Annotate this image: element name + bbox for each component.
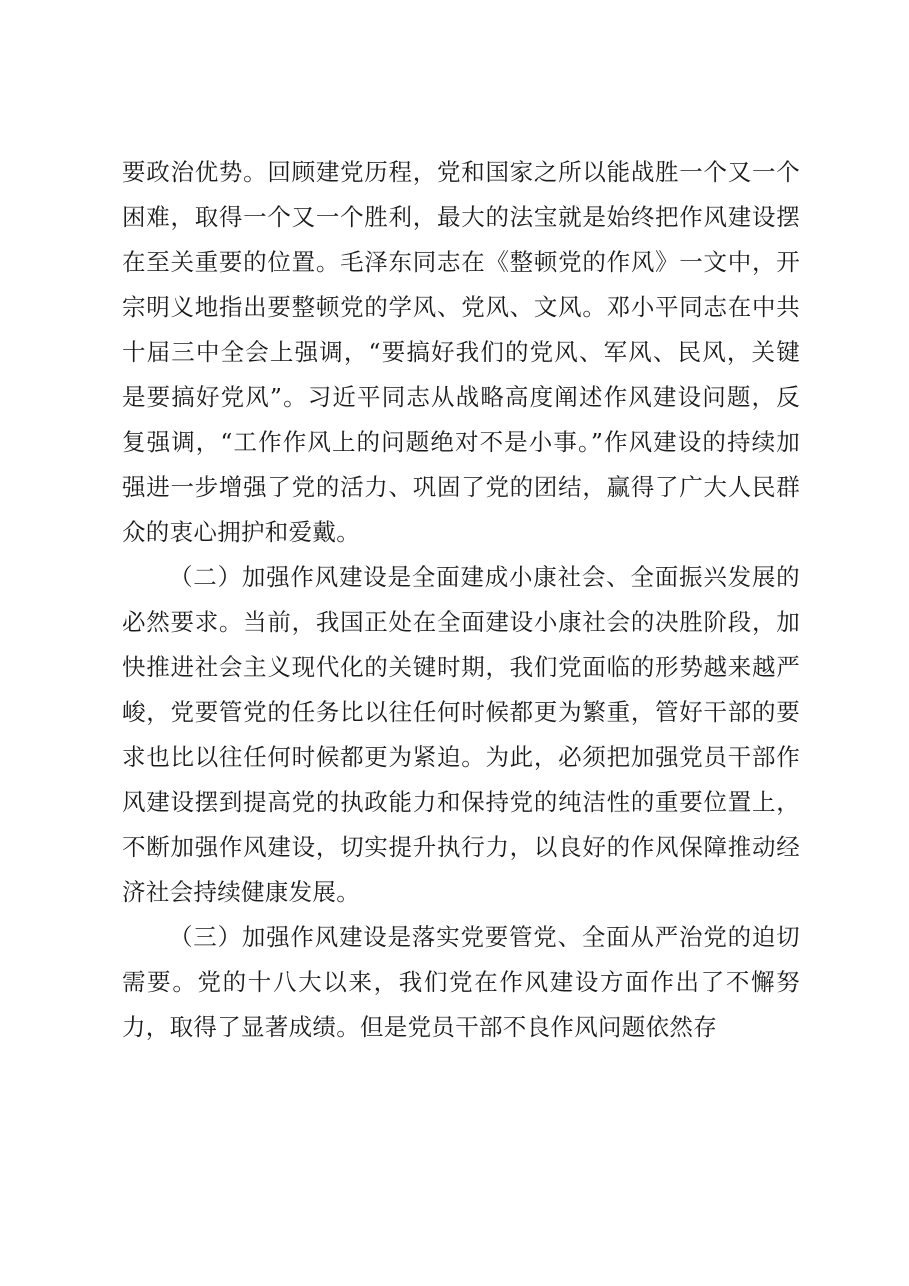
paragraph-3: （三）加强作风建设是落实党要管党、全面从严治党的迫切需要。党的十八大以来，我们党在作风建设方面作出了不懈努力，取得了显著成绩。但是党员干部不良作风问题依然存 [122, 923, 800, 1041]
paragraph-2: （二）加强作风建设是全面建成小康社会、全面振兴发展的必然要求。当前，我国正处在全面建设小康社会的决胜阶段，加快推进社会主义现代化的关键时期，我们党面临的形势越来越严峻，党要管党的任务比以往任何时候都更为繁重，管好干部的要求也比以往任何时候都更为紧迫。为此，必须把加强党员干部作风建设摆到提高党的执政能力和保持党的纯洁性的重要位置上，不断加强作风建设，切实提升执行力，以良好的作风保障推动经济社会持续健康发展。 [122, 563, 800, 906]
paragraph-1: 要政治优势。回顾建党历程，党和国家之所以能战胜一个又一个困难，取得一个又一个胜利，最大的法宝就是始终把作风建设摆在至关重要的位置。毛泽东同志在《整顿党的作风》一文中，开宗明义地指出要整顿党的学风、党风、文风。邓小平同志在中共十届三中全会上强调，“要搞好我们的党风、军风、民风，关键是要搞好党风”。习近平同志从战略高度阐述作风建设问题，反复强调，“工作作风上的问题绝对不是小事。”作风建设的持续加强进一步增强了党的活力、巩固了党的团结，赢得了广大人民群众的衷心拥护和爱戴。 [122, 158, 800, 546]
document-body [122, 150, 800, 1050]
